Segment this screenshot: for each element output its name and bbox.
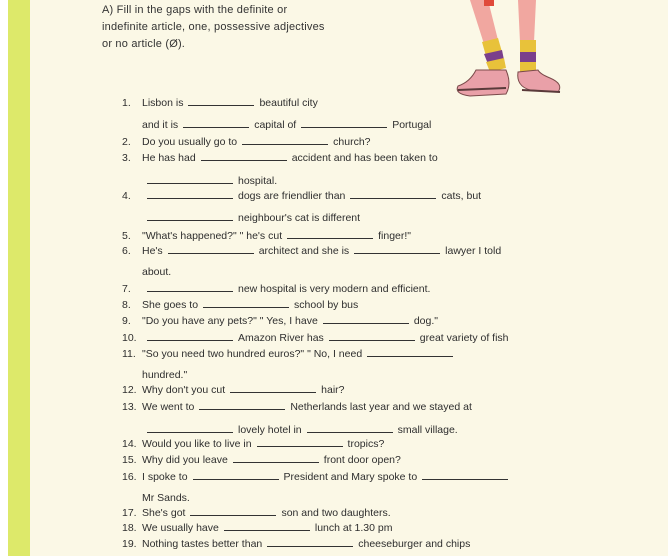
item-number: 2. bbox=[122, 136, 131, 148]
answer-blank[interactable] bbox=[147, 331, 233, 341]
instructions-line-3: or no article (Ø). bbox=[102, 38, 186, 50]
sentence-text: beautiful city bbox=[259, 97, 318, 109]
sentence-text: accident and has been taken to bbox=[291, 152, 438, 164]
exercise-line bbox=[122, 282, 430, 296]
sentence-text: church? bbox=[333, 136, 371, 148]
sentence-text: He has had bbox=[142, 152, 196, 164]
sentence-text: lovely hotel in bbox=[238, 424, 302, 436]
exercise-line bbox=[122, 211, 360, 225]
sentence-text: Why did you leave bbox=[142, 454, 228, 466]
exercise-line bbox=[122, 521, 393, 535]
exercise-line bbox=[122, 437, 384, 451]
sentence-text: front door open? bbox=[323, 454, 401, 466]
exercise-line bbox=[122, 347, 458, 361]
answer-blank[interactable] bbox=[183, 118, 249, 128]
sentence-text: hospital. bbox=[238, 175, 278, 187]
instructions-line-2: indefinite article, one, possessive adjectives bbox=[102, 21, 325, 33]
answer-blank[interactable] bbox=[201, 151, 287, 161]
answer-blank[interactable] bbox=[147, 211, 233, 221]
answer-blank[interactable] bbox=[147, 282, 233, 292]
sentence-text: finger!" bbox=[378, 230, 412, 242]
answer-blank[interactable] bbox=[190, 506, 276, 516]
item-number: 19. bbox=[122, 538, 137, 550]
sentence-text: small village. bbox=[397, 424, 458, 436]
sentence-text: She goes to bbox=[142, 299, 199, 311]
item-number: 14. bbox=[122, 438, 137, 450]
answer-blank[interactable] bbox=[230, 383, 316, 393]
answer-blank[interactable] bbox=[147, 189, 233, 199]
instructions-line-1: A) Fill in the gaps with the definite or bbox=[102, 4, 288, 16]
sentence-text: hair? bbox=[321, 384, 345, 396]
item-number: 13. bbox=[122, 401, 137, 413]
answer-blank[interactable] bbox=[354, 244, 440, 254]
answer-blank[interactable] bbox=[233, 453, 319, 463]
exercise-line bbox=[122, 151, 438, 165]
exercise-line bbox=[122, 135, 371, 149]
sentence-text: tropics? bbox=[347, 438, 385, 450]
sentence-text: architect and she is bbox=[258, 245, 350, 257]
item-number: 11. bbox=[122, 348, 136, 360]
exercise-line bbox=[122, 331, 509, 345]
sentence-text: Do you usually go to bbox=[142, 136, 238, 148]
answer-blank[interactable] bbox=[168, 244, 254, 254]
item-number: 1. bbox=[122, 97, 131, 109]
sentence-text: He's bbox=[142, 245, 163, 257]
answer-blank[interactable] bbox=[199, 400, 285, 410]
answer-blank[interactable] bbox=[242, 135, 328, 145]
sentence-text: Amazon River has bbox=[238, 332, 324, 344]
sentence-text: about. bbox=[142, 266, 172, 278]
sentence-text: hundred." bbox=[142, 369, 188, 381]
sentence-text: new hospital is very modern and efficient. bbox=[238, 283, 431, 295]
sentence-text: "What's happened?" " he's cut bbox=[142, 230, 283, 242]
item-number: 8. bbox=[122, 299, 131, 311]
answer-blank[interactable] bbox=[147, 423, 233, 433]
answer-blank[interactable] bbox=[224, 521, 310, 531]
item-number: 9. bbox=[122, 315, 131, 327]
sentence-text: "So you need two hundred euros?" " No, I need bbox=[142, 348, 363, 360]
exercise-line bbox=[122, 96, 318, 110]
item-number: 18. bbox=[122, 522, 137, 534]
sentence-text: Nothing tastes better than bbox=[142, 538, 263, 550]
sentence-text: President and Mary spoke to bbox=[283, 471, 418, 483]
answer-blank[interactable] bbox=[329, 331, 415, 341]
sentence-text: and it is bbox=[142, 119, 179, 131]
exercise-line bbox=[122, 189, 481, 203]
exercise-line bbox=[122, 383, 345, 397]
sentence-text: capital of bbox=[254, 119, 297, 131]
item-number: 10. bbox=[122, 332, 137, 344]
sentence-text: We went to bbox=[142, 401, 195, 413]
sentence-text: "Do you have any pets?" " Yes, I have bbox=[142, 315, 318, 327]
exercise-line bbox=[122, 244, 501, 258]
answer-blank[interactable] bbox=[267, 537, 353, 547]
sentence-text: cheeseburger and chips bbox=[358, 538, 471, 550]
sentence-text: dog." bbox=[413, 315, 438, 327]
sentence-text: cats, but bbox=[441, 190, 482, 202]
exercise-line bbox=[122, 423, 458, 437]
item-number: 15. bbox=[122, 454, 137, 466]
sentence-text: Netherlands last year and we stayed at bbox=[290, 401, 472, 413]
exercise-line bbox=[122, 506, 391, 520]
exercise-line bbox=[122, 470, 513, 484]
sentence-text: neighbour's cat is different bbox=[238, 212, 361, 224]
sentence-text: school by bus bbox=[294, 299, 359, 311]
answer-blank[interactable] bbox=[422, 470, 508, 480]
answer-blank[interactable] bbox=[203, 298, 289, 308]
item-number: 16. bbox=[122, 471, 137, 483]
answer-blank[interactable] bbox=[257, 437, 343, 447]
item-number: 17. bbox=[122, 507, 137, 519]
sentence-text: Portugal bbox=[392, 119, 432, 131]
exercise-line bbox=[122, 491, 190, 505]
exercise-line bbox=[122, 265, 171, 279]
sentence-text: She's got bbox=[142, 507, 186, 519]
sentence-text: lawyer I told bbox=[445, 245, 502, 257]
sentence-text: great variety of fish bbox=[419, 332, 509, 344]
item-number: 3. bbox=[122, 152, 131, 164]
exercise-line bbox=[122, 537, 470, 551]
item-number: 7. bbox=[122, 283, 131, 295]
exercise-line bbox=[122, 400, 472, 414]
answer-blank[interactable] bbox=[350, 189, 436, 199]
item-number: 4. bbox=[122, 190, 131, 202]
answer-blank[interactable] bbox=[367, 347, 453, 357]
sentence-text: Lisbon is bbox=[142, 97, 184, 109]
exercise-line bbox=[122, 174, 277, 188]
sentence-text: Would you like to live in bbox=[142, 438, 252, 450]
sentence-text: son and two daughters. bbox=[281, 507, 391, 519]
exercise-line bbox=[122, 453, 401, 467]
item-number: 12. bbox=[122, 384, 137, 396]
answer-blank[interactable] bbox=[307, 423, 393, 433]
answer-blank[interactable] bbox=[301, 118, 387, 128]
exercise-line bbox=[122, 368, 187, 382]
exercise-line bbox=[122, 298, 358, 312]
exercise-line bbox=[122, 118, 431, 132]
answer-blank[interactable] bbox=[287, 229, 373, 239]
item-number: 6. bbox=[122, 245, 131, 257]
sentence-text: dogs are friendlier than bbox=[238, 190, 346, 202]
sentence-text: I spoke to bbox=[142, 471, 188, 483]
item-number: 5. bbox=[122, 230, 131, 242]
answer-blank[interactable] bbox=[323, 314, 409, 324]
exercise-line bbox=[122, 229, 411, 243]
sentence-text: Why don't you cut bbox=[142, 384, 226, 396]
answer-blank[interactable] bbox=[193, 470, 279, 480]
sentence-text: lunch at 1.30 pm bbox=[314, 522, 393, 534]
exercise-line bbox=[122, 314, 438, 328]
answer-blank[interactable] bbox=[147, 174, 233, 184]
sentence-text: Mr Sands. bbox=[142, 492, 190, 504]
sentence-text: We usually have bbox=[142, 522, 219, 534]
answer-blank[interactable] bbox=[188, 96, 254, 106]
